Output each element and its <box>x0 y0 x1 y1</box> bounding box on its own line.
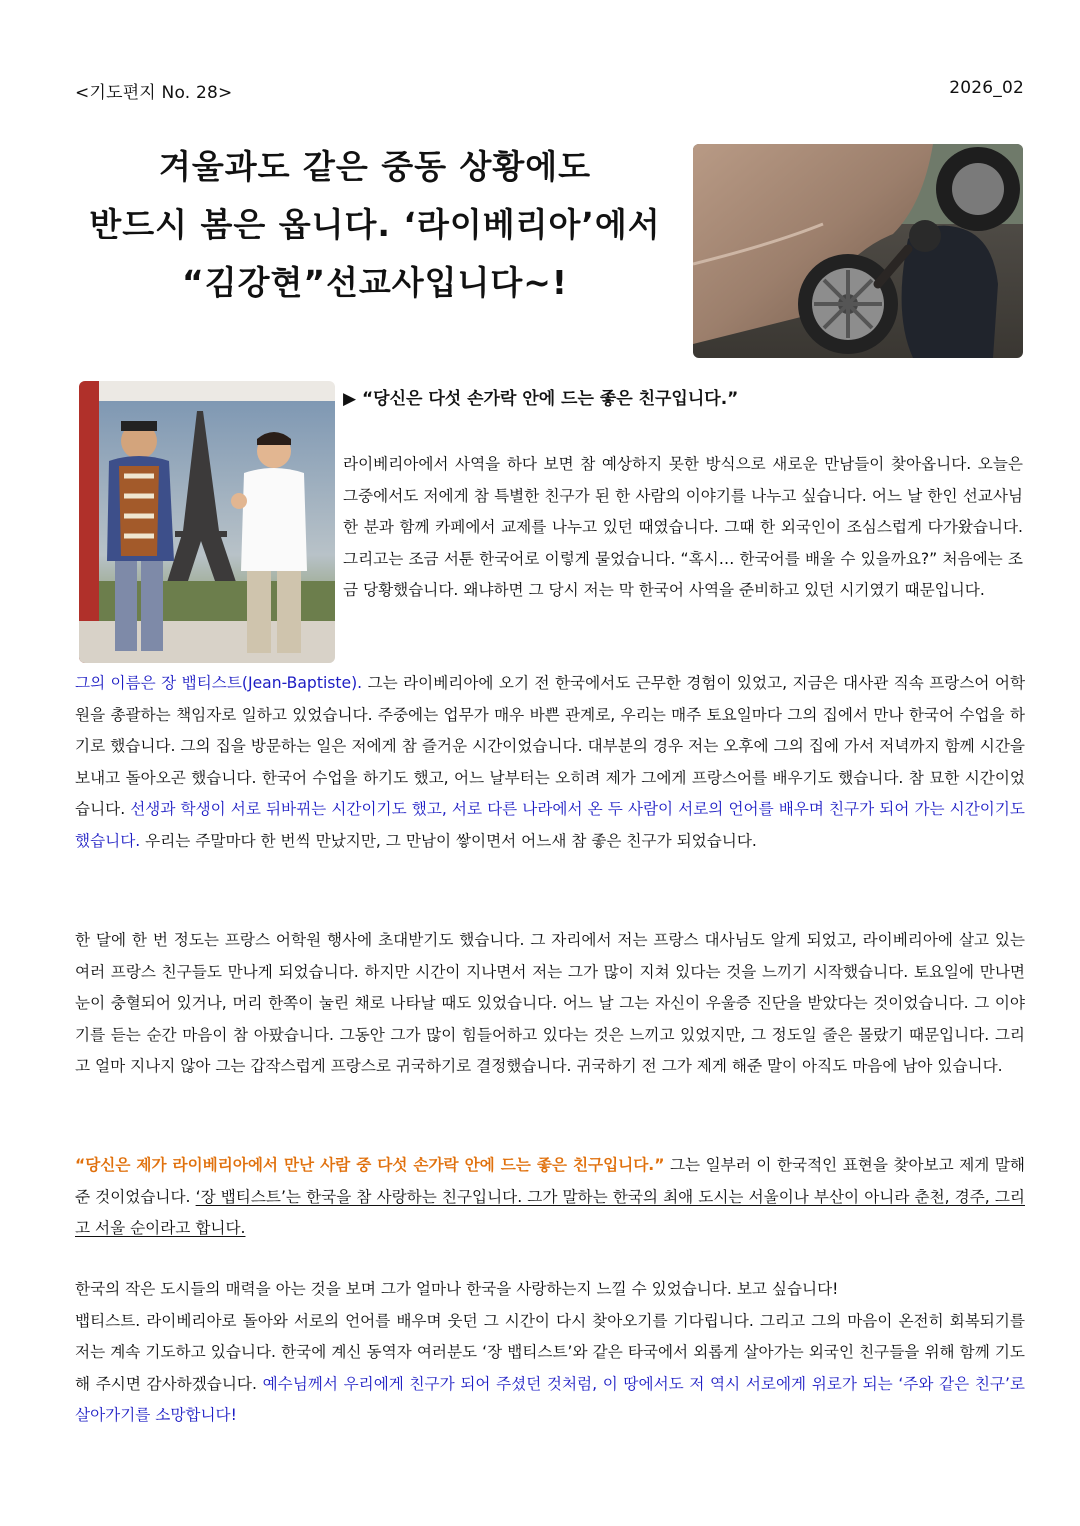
paragraph-jean-baptiste <box>75 668 1025 858</box>
paragraph-line: 한국의 작은 도시들의 매력을 아는 것을 보며 그가 얼마나 한국을 사랑하는지 느낄 수 있었습니다. 보고 싶습니다! <box>75 1280 839 1298</box>
title-line-1: 겨울과도 같은 중동 상황에도 <box>158 147 591 186</box>
letter-number: <기도편지 No. 28> <box>75 83 233 103</box>
title-line-2: 반드시 봄은 옵니다. ‘라이베리아’에서 <box>89 205 661 244</box>
highlight-teacher-student: 선생과 학생이 서로 뒤바뀌는 시간이기도 했고, 서로 다른 나라에서 온 두 사람이 서로의 언어를 배우며 친구가 되어 가는 시간이기도 했습니다. <box>75 800 1025 850</box>
friends-photo <box>79 381 335 663</box>
highlight-prayer: 예수님께서 우리에게 친구가 되어 주셨던 것처럼, 이 땅에서도 저 역시 서로에게 위로가 되는 ‘주와 같은 친구’로 살아가기를 소망합니다! <box>75 1374 1025 1425</box>
letter-date: 2026_02 <box>949 78 1024 98</box>
paragraph-text: 뱁티스트. 라이베리아로 돌아와 서로의 언어를 배우며 웃던 그 시간이 다시 찾아오기를 기다립니다. 그리고 그의 마음이 온전히 회복되기를 저는 계속 기도하고 있습니다. 한국에 계신 동역자 여러분도 ‘장 뱁티스트’와 같은 타국에서 외롭게 살아가는 외국인 친구들을 위해 함께 기도해 주시면 감사하겠습니다. <box>75 1311 1025 1393</box>
section-heading: ▶ “당신은 다섯 손가락 안에 드는 좋은 친구입니다.” <box>343 389 739 409</box>
paragraph-intro: 라이베리아에서 사역을 하다 보면 참 예상하지 못한 방식으로 새로운 만남들이 찾아옵니다. 오늘은 그중에서도 저에게 참 특별한 친구가 된 한 사람의 이야기를 나누고 싶습니다. 어느 날 한인 선교사님 한 분과 함께 카페에서 교제를 나누고 있던 때였습니다. 그때 한 외국인이 조심스럽게 다가왔습니다. 그리고는 조금 서툰 한국어로 이렇게 물었습니다. “혹시… 한국어를 배울 수 있을까요?” 처음에는 조금 당황했습니다. 왜냐하면 그 당시 저는 막 한국어 사역을 준비하고 있던 시기였기 때문입니다. <box>343 455 1023 600</box>
title-line-3: “김강현”선교사입니다~! <box>182 263 568 302</box>
highlight-quote: “당신은 제가 라이베리아에서 만난 사람 중 다섯 손가락 안에 드는 좋은 친구입니다.” <box>75 1156 665 1174</box>
highlight-name: 그의 이름은 장 뱁티스트(Jean-Baptiste). <box>75 674 363 692</box>
underlined-text: ‘장 뱁티스트’는 한국을 참 사랑하는 친구입니다. 그가 말하는 한국의 최애 도시는 서울이나 부산이 아니라 춘천, 경주, 그리고 서울 순이라고 합니다. <box>75 1187 1025 1238</box>
page-title <box>75 138 675 312</box>
paragraph-closing <box>75 1274 1025 1432</box>
paragraph-text: 그는 일부러 이 한국적인 표현을 찾아보고 제게 말해 준 것이었습니다. <box>75 1156 1025 1206</box>
paragraph-depression: 한 달에 한 번 정도는 프랑스 어학원 행사에 초대받기도 했습니다. 그 자리에서 저는 프랑스 대사님도 알게 되었고, 라이베리아에 살고 있는 여러 프랑스 친구들도 만나게 되었습니다. 하지만 시간이 지나면서 저는 그가 많이 지쳐 있다는 것을 느끼기 시작했습니다. 토요일에 만나면 눈이 충혈되어 있거나, 머리 한쪽이 눌린 채로 나타날 때도 있었습니다. 어느 날 그는 자신이 우울증 진단을 받았다는 것이었습니다. 그 이야기를 듣는 순간 마음이 참 아팠습니다. 그동안 그가 많이 힘들어하고 있다는 것은 느끼고 있었지만, 그 정도일 줄은 몰랐기 때문입니다. 그리고 얼마 지나지 않아 그는 갑작스럽게 프랑스로 귀국하기로 결정했습니다. 귀국하기 전 그가 제게 해준 말이 아직도 마음에 남아 있습니다. <box>75 931 1025 1076</box>
car-repair-photo <box>693 144 1023 358</box>
paragraph-quote <box>75 1150 1025 1245</box>
paragraph-text: 그는 라이베리아에 오기 전 한국에서도 근무한 경험이 있었고, 지금은 대사관 직속 프랑스어 어학원을 총괄하는 책임자로 일하고 있었습니다. 주중에는 업무가 매우 바쁜 관계로, 우리는 매주 토요일마다 그의 집에서 만나 한국어 수업을 하기로 했습니다. 그의 집을 방문하는 일은 저에게 참 즐거운 시간이었습니다. 대부분의 경우 저는 오후에 그의 집에 가서 저녁까지 함께 시간을 보내고 돌아오곤 했습니다. 한국어 수업을 하기도 했고, 어느 날부터는 오히려 제가 그에게 프랑스어를 배우기도 했습니다. 참 묘한 시간이었습니다. <box>75 674 1026 819</box>
paragraph-text: 우리는 주말마다 한 번씩 만났지만, 그 만남이 쌓이면서 어느새 참 좋은 친구가 되었습니다. <box>140 831 757 850</box>
